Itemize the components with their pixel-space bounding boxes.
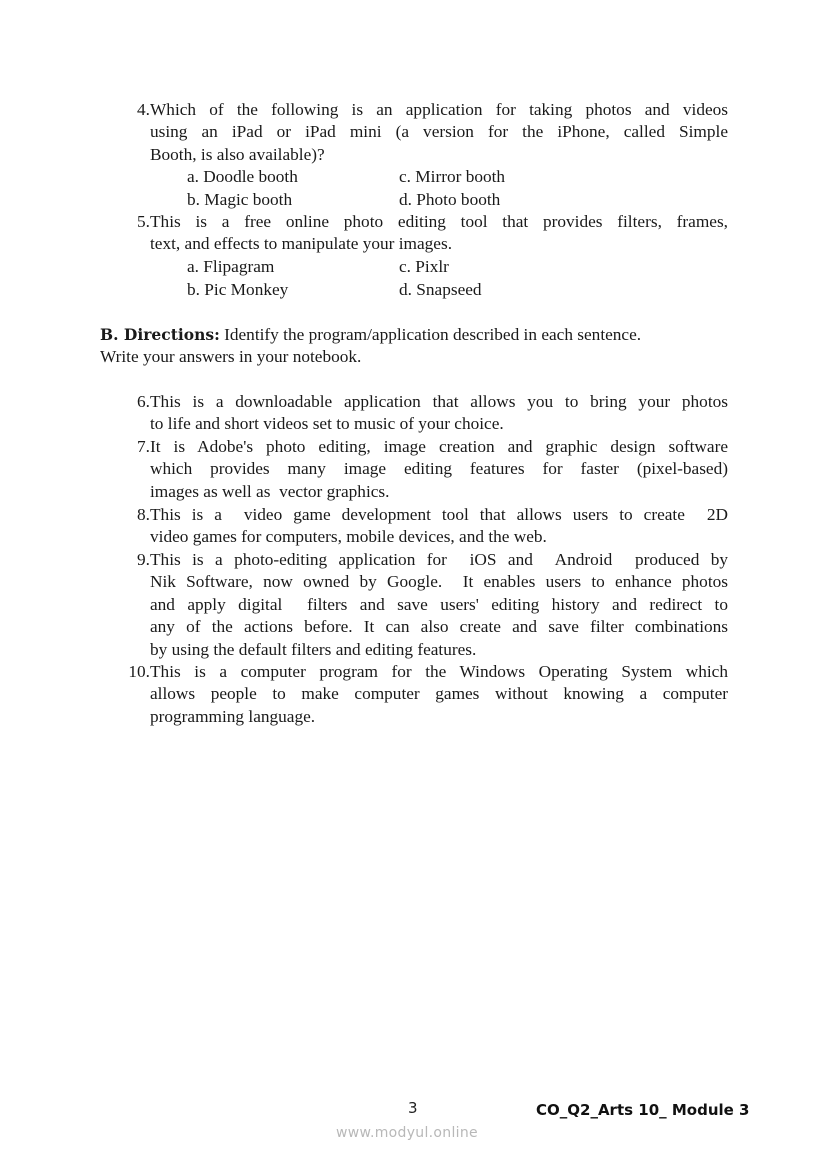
question-10 <box>124 661 728 728</box>
question-7 <box>124 436 728 503</box>
question-number: 5. <box>137 212 150 231</box>
question-line: images as well as vector graphics. <box>150 481 390 501</box>
choice-c: c. Pixlr <box>399 257 449 276</box>
question-line: to life and short videos set to music of your choice. <box>150 414 504 434</box>
question-number: 7. <box>137 437 150 456</box>
question-line: and apply digital filters and save users' editing history and redirect to <box>150 594 728 614</box>
question-number: 8. <box>137 505 150 524</box>
question-number: 4. <box>137 100 150 119</box>
question-line: This is a downloadable application that allows you to bring your photos <box>150 392 728 411</box>
choice-c: c. Mirror booth <box>399 167 506 186</box>
watermark: www.modyul.online <box>336 1125 478 1141</box>
choice-b: b. Magic booth <box>187 190 293 209</box>
question-line: Which of the following is an application for taking photos and videos <box>150 100 728 119</box>
question-line: It is Adobe's photo editing, image creation and graphic design software <box>150 437 728 456</box>
directions-text: Identify the program/application described in each sentence. <box>219 325 642 344</box>
choice-b: b. Pic Monkey <box>187 280 289 299</box>
question-line: using an iPad or iPad mini (a version for the iPhone, called Simple <box>150 122 728 142</box>
question-line: Nik Software, now owned by Google. It enables users to enhance photos <box>150 572 728 592</box>
question-line: This is a photo-editing application for iOS and Android produced by <box>150 550 728 569</box>
module-code: CO_Q2_Arts 10_ Module 3 <box>536 1101 750 1119</box>
directions-line-2: Write your answers in your notebook. <box>100 347 362 367</box>
question-line: This is a video game development tool that allows users to create 2D <box>150 505 728 524</box>
choice-a: a. Doodle booth <box>187 167 298 186</box>
question-number: 6. <box>137 392 150 411</box>
question-line: allows people to make computer games without knowing a computer <box>150 684 728 704</box>
question-line: text, and effects to manipulate your images. <box>150 234 453 254</box>
question-6 <box>124 391 728 436</box>
question-line: video games for computers, mobile devices, and the web. <box>150 527 547 547</box>
question-number: 9. <box>137 550 150 569</box>
choice-d: d. Snapseed <box>399 280 482 299</box>
question-line: which provides many image editing features for faster (pixel-based) <box>150 459 728 479</box>
question-4 <box>124 99 728 166</box>
question-line: This is a computer program for the Windows Operating System which <box>150 662 728 681</box>
question-number: 10. <box>128 662 150 681</box>
directions-label: B. Directions: <box>100 325 220 344</box>
question-8 <box>124 504 728 549</box>
question-line: This is a free online photo editing tool that provides filters, frames, <box>150 212 728 231</box>
question-5 <box>124 211 728 256</box>
question-line: by using the default filters and editing features. <box>150 639 477 659</box>
question-line: Booth, is also available)? <box>150 144 325 164</box>
page-number: 3 <box>408 1099 418 1117</box>
choice-d: d. Photo booth <box>399 190 501 209</box>
question-line: programming language. <box>150 706 316 726</box>
directions <box>100 324 730 369</box>
question-9 <box>124 549 728 661</box>
choice-a: a. Flipagram <box>187 257 275 276</box>
question-line: any of the actions before. It can also create and save filter combinations <box>150 617 728 637</box>
